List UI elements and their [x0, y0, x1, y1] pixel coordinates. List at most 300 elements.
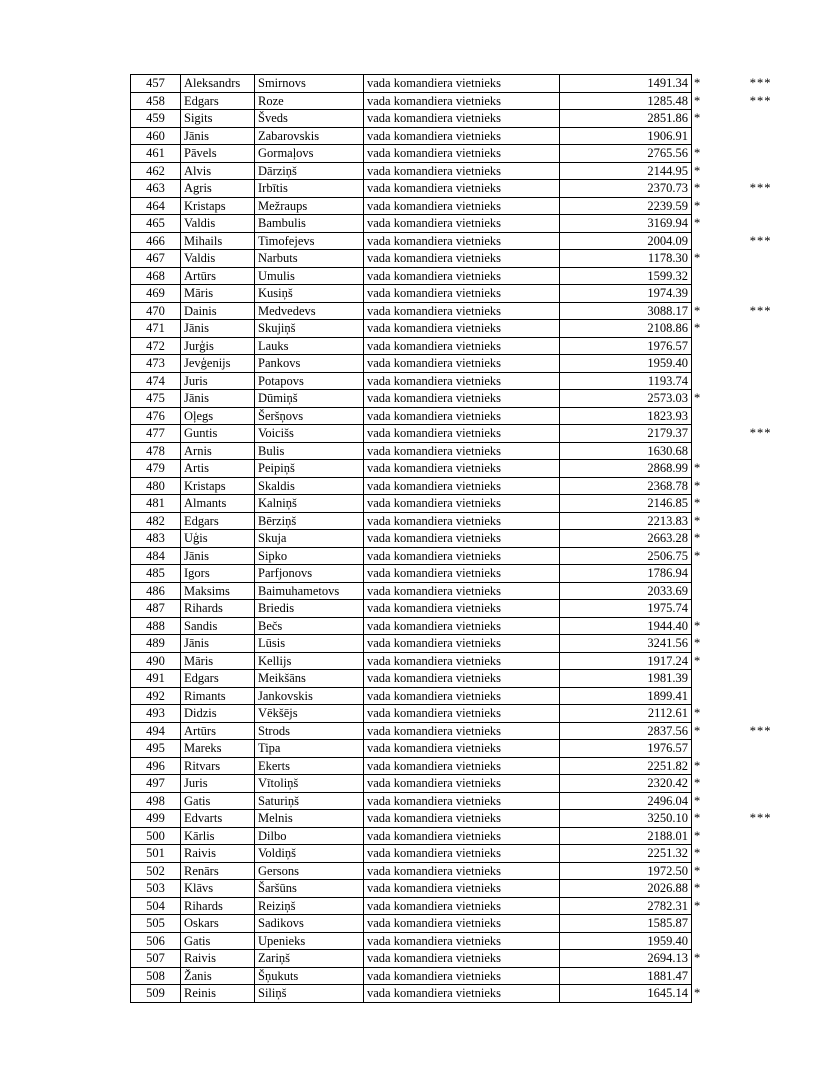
- asterisk-mark-cell: [692, 932, 722, 950]
- triple-asterisk-flag-cell: [722, 145, 772, 163]
- last-name-cell: Voicišs: [255, 425, 364, 443]
- amount-cell: 2370.73: [560, 180, 692, 198]
- amount-cell: 2765.56: [560, 145, 692, 163]
- asterisk-mark-cell: [692, 337, 722, 355]
- row-number-cell: 483: [131, 530, 181, 548]
- triple-asterisk-flag-cell: ***: [749, 181, 772, 195]
- position-cell: vada komandiera vietnieks: [364, 670, 560, 688]
- last-name-cell: Meikšāns: [255, 670, 364, 688]
- triple-asterisk-flag-cell: ***: [749, 76, 772, 90]
- first-name-cell: Raivis: [181, 950, 255, 968]
- table-row: [131, 75, 772, 93]
- row-number-cell: 499: [131, 810, 181, 828]
- position-cell: vada komandiera vietnieks: [364, 967, 560, 985]
- position-cell: vada komandiera vietnieks: [364, 722, 560, 740]
- last-name-cell: Medvedevs: [255, 302, 364, 320]
- last-name-cell: Skuja: [255, 530, 364, 548]
- last-name-cell: Jankovskis: [255, 687, 364, 705]
- triple-asterisk-flag-cell: [722, 635, 772, 653]
- last-name-cell: Sipko: [255, 547, 364, 565]
- position-cell: vada komandiera vietnieks: [364, 950, 560, 968]
- triple-asterisk-flag-cell: [722, 407, 772, 425]
- amount-cell: 2782.31: [560, 897, 692, 915]
- triple-asterisk-flag-cell: [722, 530, 772, 548]
- table-row: [131, 565, 772, 583]
- asterisk-mark-cell: *: [694, 951, 701, 965]
- triple-asterisk-flag-cell: [722, 967, 772, 985]
- amount-cell: 1944.40: [560, 617, 692, 635]
- table-row: [131, 407, 772, 425]
- table-row: [131, 932, 772, 950]
- last-name-cell: Mežraups: [255, 197, 364, 215]
- table-row: [131, 810, 772, 828]
- table-row: [131, 127, 772, 145]
- triple-asterisk-flag-cell: [722, 897, 772, 915]
- first-name-cell: Edgars: [181, 92, 255, 110]
- first-name-cell: Aleksandrs: [181, 75, 255, 93]
- position-cell: vada komandiera vietnieks: [364, 862, 560, 880]
- triple-asterisk-flag-cell: [722, 267, 772, 285]
- table-row: [131, 390, 772, 408]
- position-cell: vada komandiera vietnieks: [364, 757, 560, 775]
- first-name-cell: Igors: [181, 565, 255, 583]
- asterisk-mark-cell: [692, 670, 722, 688]
- table-row: [131, 670, 772, 688]
- amount-cell: 2144.95: [560, 162, 692, 180]
- triple-asterisk-flag-cell: [722, 162, 772, 180]
- table-row: [131, 757, 772, 775]
- position-cell: vada komandiera vietnieks: [364, 145, 560, 163]
- first-name-cell: Almants: [181, 495, 255, 513]
- last-name-cell: Kellijs: [255, 652, 364, 670]
- last-name-cell: Strods: [255, 722, 364, 740]
- row-number-cell: 474: [131, 372, 181, 390]
- last-name-cell: Briedis: [255, 600, 364, 618]
- first-name-cell: Edgars: [181, 670, 255, 688]
- asterisk-mark-cell: [692, 582, 722, 600]
- triple-asterisk-flag-cell: ***: [749, 723, 772, 738]
- row-number-cell: 471: [131, 320, 181, 338]
- asterisk-mark-cell: [692, 425, 722, 443]
- position-cell: vada komandiera vietnieks: [364, 232, 560, 250]
- row-number-cell: 473: [131, 355, 181, 373]
- amount-cell: 2239.59: [560, 197, 692, 215]
- triple-asterisk-flag-cell: [722, 757, 772, 775]
- row-number-cell: 496: [131, 757, 181, 775]
- last-name-cell: Pankovs: [255, 355, 364, 373]
- row-number-cell: 472: [131, 337, 181, 355]
- triple-asterisk-flag-cell: [722, 932, 772, 950]
- table-row: [131, 495, 772, 513]
- amount-cell: 2573.03: [560, 390, 692, 408]
- amount-cell: 2251.32: [560, 845, 692, 863]
- position-cell: vada komandiera vietnieks: [364, 810, 560, 828]
- table-row: [131, 617, 772, 635]
- first-name-cell: Jānis: [181, 127, 255, 145]
- triple-asterisk-flag-cell: [722, 110, 772, 128]
- asterisk-mark-cell: *: [694, 548, 701, 563]
- amount-cell: 1491.34: [560, 75, 692, 93]
- first-name-cell: Jānis: [181, 320, 255, 338]
- first-name-cell: Jānis: [181, 390, 255, 408]
- amount-cell: 1193.74: [560, 372, 692, 390]
- triple-asterisk-flag-cell: [722, 495, 772, 513]
- last-name-cell: Upenieks: [255, 932, 364, 950]
- amount-cell: 1917.24: [560, 652, 692, 670]
- asterisk-mark-cell: *: [694, 846, 701, 860]
- first-name-cell: Klāvs: [181, 880, 255, 898]
- triple-asterisk-flag-cell: ***: [749, 303, 772, 318]
- row-number-cell: 487: [131, 600, 181, 618]
- first-name-cell: Jānis: [181, 635, 255, 653]
- table-row: [131, 477, 772, 495]
- position-cell: vada komandiera vietnieks: [364, 915, 560, 933]
- table-row: [131, 180, 772, 198]
- asterisk-mark-cell: *: [694, 531, 701, 545]
- asterisk-mark-cell: [692, 232, 722, 250]
- table-row: [131, 355, 772, 373]
- position-cell: vada komandiera vietnieks: [364, 617, 560, 635]
- triple-asterisk-flag-cell: [722, 600, 772, 618]
- asterisk-mark-cell: [692, 740, 722, 758]
- amount-cell: 1974.39: [560, 285, 692, 303]
- first-name-cell: Jānis: [181, 547, 255, 565]
- table-row: [131, 635, 772, 653]
- first-name-cell: Rihards: [181, 600, 255, 618]
- asterisk-mark-cell: *: [694, 653, 701, 668]
- first-name-cell: Sigits: [181, 110, 255, 128]
- first-name-cell: Dainis: [181, 302, 255, 320]
- first-name-cell: Artūrs: [181, 722, 255, 740]
- asterisk-mark-cell: *: [694, 986, 701, 1000]
- position-cell: vada komandiera vietnieks: [364, 845, 560, 863]
- row-number-cell: 508: [131, 967, 181, 985]
- asterisk-mark-cell: *: [694, 776, 701, 790]
- table-row: [131, 845, 772, 863]
- last-name-cell: Vēkšējs: [255, 705, 364, 723]
- first-name-cell: Gatis: [181, 932, 255, 950]
- amount-cell: 1906.91: [560, 127, 692, 145]
- amount-cell: 3241.56: [560, 635, 692, 653]
- triple-asterisk-flag-cell: [722, 915, 772, 933]
- asterisk-mark-cell: *: [694, 461, 701, 475]
- asterisk-mark-cell: *: [694, 636, 701, 650]
- asterisk-mark-cell: *: [694, 111, 701, 125]
- roster-table-body: [131, 75, 772, 1003]
- table-row: [131, 985, 772, 1003]
- triple-asterisk-flag-cell: [722, 845, 772, 863]
- triple-asterisk-flag-cell: [722, 442, 772, 460]
- row-number-cell: 460: [131, 127, 181, 145]
- amount-cell: 1975.74: [560, 600, 692, 618]
- row-number-cell: 457: [131, 75, 181, 93]
- amount-cell: 2496.04: [560, 792, 692, 810]
- row-number-cell: 493: [131, 705, 181, 723]
- position-cell: vada komandiera vietnieks: [364, 285, 560, 303]
- last-name-cell: Gormaļovs: [255, 145, 364, 163]
- position-cell: vada komandiera vietnieks: [364, 512, 560, 530]
- position-cell: vada komandiera vietnieks: [364, 302, 560, 320]
- table-row: [131, 337, 772, 355]
- amount-cell: 1976.57: [560, 337, 692, 355]
- row-number-cell: 492: [131, 687, 181, 705]
- amount-cell: 2146.85: [560, 495, 692, 513]
- position-cell: vada komandiera vietnieks: [364, 250, 560, 268]
- amount-cell: 2320.42: [560, 775, 692, 793]
- row-number-cell: 461: [131, 145, 181, 163]
- amount-cell: 2251.82: [560, 757, 692, 775]
- position-cell: vada komandiera vietnieks: [364, 127, 560, 145]
- amount-cell: 2033.69: [560, 582, 692, 600]
- triple-asterisk-flag-cell: [722, 740, 772, 758]
- last-name-cell: Irbītis: [255, 180, 364, 198]
- triple-asterisk-flag-cell: [722, 792, 772, 810]
- row-number-cell: 475: [131, 390, 181, 408]
- amount-cell: 2213.83: [560, 512, 692, 530]
- row-number-cell: 491: [131, 670, 181, 688]
- row-number-cell: 509: [131, 985, 181, 1003]
- table-row: [131, 285, 772, 303]
- row-number-cell: 480: [131, 477, 181, 495]
- amount-cell: 2837.56: [560, 722, 692, 740]
- row-number-cell: 488: [131, 617, 181, 635]
- asterisk-mark-cell: *: [694, 881, 701, 895]
- triple-asterisk-flag-cell: [722, 862, 772, 880]
- amount-cell: 2026.88: [560, 880, 692, 898]
- row-number-cell: 469: [131, 285, 181, 303]
- row-number-cell: 507: [131, 950, 181, 968]
- last-name-cell: Skaldis: [255, 477, 364, 495]
- position-cell: vada komandiera vietnieks: [364, 110, 560, 128]
- last-name-cell: Dārziņš: [255, 162, 364, 180]
- amount-cell: 1981.39: [560, 670, 692, 688]
- amount-cell: 2179.37: [560, 425, 692, 443]
- row-number-cell: 465: [131, 215, 181, 233]
- last-name-cell: Umulis: [255, 267, 364, 285]
- row-number-cell: 478: [131, 442, 181, 460]
- first-name-cell: Guntis: [181, 425, 255, 443]
- first-name-cell: Oskars: [181, 915, 255, 933]
- row-number-cell: 481: [131, 495, 181, 513]
- amount-cell: 1585.87: [560, 915, 692, 933]
- amount-cell: 2663.28: [560, 530, 692, 548]
- position-cell: vada komandiera vietnieks: [364, 180, 560, 198]
- asterisk-mark-cell: *: [694, 898, 701, 913]
- row-number-cell: 489: [131, 635, 181, 653]
- table-row: [131, 320, 772, 338]
- row-number-cell: 467: [131, 250, 181, 268]
- last-name-cell: Sadikovs: [255, 915, 364, 933]
- last-name-cell: Gersons: [255, 862, 364, 880]
- last-name-cell: Potapovs: [255, 372, 364, 390]
- position-cell: vada komandiera vietnieks: [364, 792, 560, 810]
- amount-cell: 1972.50: [560, 862, 692, 880]
- asterisk-mark-cell: *: [694, 811, 701, 825]
- first-name-cell: Jevģenijs: [181, 355, 255, 373]
- last-name-cell: Bērziņš: [255, 512, 364, 530]
- triple-asterisk-flag-cell: [722, 687, 772, 705]
- triple-asterisk-flag-cell: [722, 390, 772, 408]
- first-name-cell: Kristaps: [181, 197, 255, 215]
- triple-asterisk-flag-cell: [722, 950, 772, 968]
- amount-cell: 2868.99: [560, 460, 692, 478]
- last-name-cell: Skujiņš: [255, 320, 364, 338]
- position-cell: vada komandiera vietnieks: [364, 635, 560, 653]
- asterisk-mark-cell: *: [694, 163, 701, 178]
- position-cell: vada komandiera vietnieks: [364, 197, 560, 215]
- last-name-cell: Ekerts: [255, 757, 364, 775]
- table-row: [131, 880, 772, 898]
- position-cell: vada komandiera vietnieks: [364, 652, 560, 670]
- asterisk-mark-cell: *: [694, 303, 701, 318]
- amount-cell: 2188.01: [560, 827, 692, 845]
- triple-asterisk-flag-cell: [722, 985, 772, 1003]
- last-name-cell: Roze: [255, 92, 364, 110]
- row-number-cell: 476: [131, 407, 181, 425]
- last-name-cell: Šveds: [255, 110, 364, 128]
- triple-asterisk-flag-cell: [722, 460, 772, 478]
- amount-cell: 1899.41: [560, 687, 692, 705]
- row-number-cell: 466: [131, 232, 181, 250]
- last-name-cell: Parfjonovs: [255, 565, 364, 583]
- amount-cell: 2112.61: [560, 705, 692, 723]
- table-row: [131, 250, 772, 268]
- first-name-cell: Uģis: [181, 530, 255, 548]
- table-row: [131, 915, 772, 933]
- asterisk-mark-cell: *: [694, 706, 701, 720]
- amount-cell: 3088.17: [560, 302, 692, 320]
- table-row: [131, 722, 772, 740]
- table-row: [131, 92, 772, 110]
- last-name-cell: Kalniņš: [255, 495, 364, 513]
- asterisk-mark-cell: *: [694, 863, 701, 878]
- row-number-cell: 495: [131, 740, 181, 758]
- first-name-cell: Valdis: [181, 215, 255, 233]
- triple-asterisk-flag-cell: ***: [749, 233, 772, 248]
- row-number-cell: 498: [131, 792, 181, 810]
- triple-asterisk-flag-cell: ***: [749, 811, 772, 825]
- table-row: [131, 600, 772, 618]
- last-name-cell: Siliņš: [255, 985, 364, 1003]
- triple-asterisk-flag-cell: [722, 285, 772, 303]
- row-number-cell: 485: [131, 565, 181, 583]
- triple-asterisk-flag-cell: [722, 512, 772, 530]
- asterisk-mark-cell: *: [694, 618, 701, 633]
- row-number-cell: 462: [131, 162, 181, 180]
- amount-cell: 1285.48: [560, 92, 692, 110]
- triple-asterisk-flag-cell: [722, 670, 772, 688]
- table-row: [131, 425, 772, 443]
- last-name-cell: Saturiņš: [255, 792, 364, 810]
- last-name-cell: Šņukuts: [255, 967, 364, 985]
- last-name-cell: Bambulis: [255, 215, 364, 233]
- first-name-cell: Oļegs: [181, 407, 255, 425]
- position-cell: vada komandiera vietnieks: [364, 337, 560, 355]
- row-number-cell: 502: [131, 862, 181, 880]
- first-name-cell: Rimants: [181, 687, 255, 705]
- triple-asterisk-flag-cell: [722, 582, 772, 600]
- asterisk-mark-cell: [692, 355, 722, 373]
- asterisk-mark-cell: *: [694, 93, 701, 108]
- asterisk-mark-cell: [692, 407, 722, 425]
- table-row: [131, 530, 772, 548]
- row-number-cell: 484: [131, 547, 181, 565]
- position-cell: vada komandiera vietnieks: [364, 985, 560, 1003]
- table-row: [131, 302, 772, 320]
- table-row: [131, 197, 772, 215]
- amount-cell: 1645.14: [560, 985, 692, 1003]
- row-number-cell: 470: [131, 302, 181, 320]
- triple-asterisk-flag-cell: ***: [749, 426, 772, 440]
- asterisk-mark-cell: *: [694, 496, 701, 510]
- table-row: [131, 705, 772, 723]
- asterisk-mark-cell: *: [694, 216, 701, 230]
- first-name-cell: Māris: [181, 652, 255, 670]
- table-row: [131, 950, 772, 968]
- row-number-cell: 490: [131, 652, 181, 670]
- row-number-cell: 500: [131, 827, 181, 845]
- position-cell: vada komandiera vietnieks: [364, 775, 560, 793]
- amount-cell: 1599.32: [560, 267, 692, 285]
- asterisk-mark-cell: [692, 285, 722, 303]
- triple-asterisk-flag-cell: [722, 477, 772, 495]
- position-cell: vada komandiera vietnieks: [364, 162, 560, 180]
- position-cell: vada komandiera vietnieks: [364, 75, 560, 93]
- position-cell: vada komandiera vietnieks: [364, 740, 560, 758]
- position-cell: vada komandiera vietnieks: [364, 897, 560, 915]
- table-row: [131, 442, 772, 460]
- table-row: [131, 267, 772, 285]
- last-name-cell: Baimuhametovs: [255, 582, 364, 600]
- first-name-cell: Jurģis: [181, 337, 255, 355]
- triple-asterisk-flag-cell: [722, 565, 772, 583]
- row-number-cell: 504: [131, 897, 181, 915]
- first-name-cell: Edgars: [181, 512, 255, 530]
- asterisk-mark-cell: *: [694, 758, 701, 773]
- triple-asterisk-flag-cell: [722, 372, 772, 390]
- first-name-cell: Artis: [181, 460, 255, 478]
- amount-cell: 1178.30: [560, 250, 692, 268]
- asterisk-mark-cell: *: [694, 478, 701, 493]
- amount-cell: 2506.75: [560, 547, 692, 565]
- position-cell: vada komandiera vietnieks: [364, 390, 560, 408]
- table-row: [131, 145, 772, 163]
- position-cell: vada komandiera vietnieks: [364, 880, 560, 898]
- last-name-cell: Vītoliņš: [255, 775, 364, 793]
- table-row: [131, 740, 772, 758]
- row-number-cell: 477: [131, 425, 181, 443]
- amount-cell: 2694.13: [560, 950, 692, 968]
- position-cell: vada komandiera vietnieks: [364, 267, 560, 285]
- first-name-cell: Renārs: [181, 862, 255, 880]
- triple-asterisk-flag-cell: [722, 652, 772, 670]
- triple-asterisk-flag-cell: [722, 215, 772, 233]
- last-name-cell: Lūsis: [255, 635, 364, 653]
- asterisk-mark-cell: *: [694, 828, 701, 843]
- first-name-cell: Arnis: [181, 442, 255, 460]
- position-cell: vada komandiera vietnieks: [364, 425, 560, 443]
- amount-cell: 1630.68: [560, 442, 692, 460]
- asterisk-mark-cell: [692, 967, 722, 985]
- triple-asterisk-flag-cell: [722, 775, 772, 793]
- last-name-cell: Dūmiņš: [255, 390, 364, 408]
- asterisk-mark-cell: [692, 600, 722, 618]
- last-name-cell: Melnis: [255, 810, 364, 828]
- table-row: [131, 827, 772, 845]
- position-cell: vada komandiera vietnieks: [364, 442, 560, 460]
- first-name-cell: Valdis: [181, 250, 255, 268]
- row-number-cell: 497: [131, 775, 181, 793]
